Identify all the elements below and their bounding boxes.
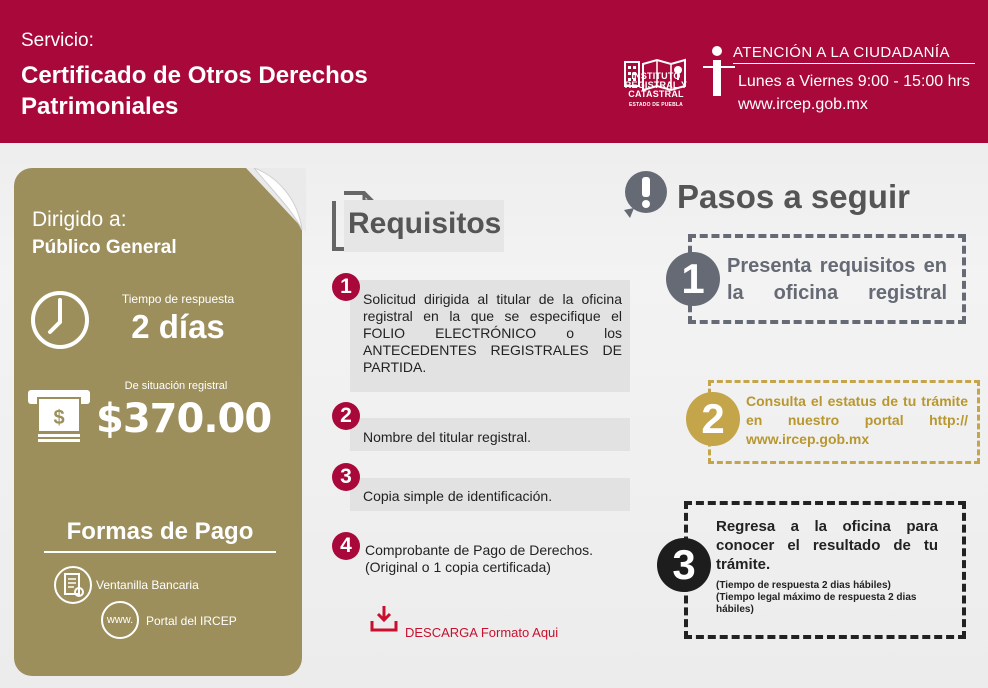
info-icon (703, 44, 735, 100)
step-3-note-2: (Tiempo legal máximo de respuesta 2 dias hábiles) (716, 592, 917, 615)
requisito-4-line2: (Original o 1 copia certificada) (365, 559, 551, 575)
attention-title: ATENCIÓN A LA CIUDADANÍA (733, 44, 950, 61)
download-form-link[interactable]: DESCARGA Formato Aqui (405, 625, 559, 640)
website-link[interactable]: www.ircep.gob.mx (738, 96, 868, 113)
requisito-1-number: 1 (332, 273, 360, 301)
logo-line-1: INSTITUTO (631, 71, 681, 81)
situacion-label: De situación registral (124, 380, 228, 392)
step-3-note-1: (Tiempo de respuesta 2 dias hábiles) (716, 580, 891, 591)
logo-wordmark (618, 72, 694, 110)
requisito-4-line1: Comprobante de Pago de Derechos. (365, 542, 594, 558)
dirigido-label: Dirigido a: (32, 208, 127, 231)
service-label: Servicio: (21, 30, 94, 51)
requisito-1-text: Solicitud dirigida al titular de la oficina registral en la que se especifique el FOLIO ELECTRÓNICO o los ANTECEDENTES REGISTRALES DE PARTIDA. (363, 291, 622, 375)
requisito-2-text: Nombre del titular registral. (363, 429, 532, 445)
formas-pago-title: Formas de Pago (66, 518, 254, 545)
payment-method-portal: Portal del IRCEP (146, 614, 237, 628)
cash-payment-icon (26, 386, 92, 446)
step-1-number: 1 (666, 252, 720, 306)
logo-line-3: CATASTRAL (628, 89, 684, 99)
requisito-4-text (365, 542, 593, 576)
step-3-text: Regresa a la oficina para conocer el resultado de tu trámite. (716, 518, 938, 573)
price-value: $370.00 (96, 396, 272, 442)
requisitos-title: Requisitos (348, 207, 502, 240)
formas-pago-divider (44, 551, 276, 553)
step-3-notes (716, 580, 940, 616)
download-icon[interactable] (369, 603, 399, 633)
step-1-text: Presenta requisitos en la oficina registral (727, 255, 947, 304)
payment-method-banco: Ventanilla Bancaria (96, 578, 199, 592)
requisito-2-number: 2 (332, 402, 360, 430)
dirigido-value: Público General (32, 237, 177, 258)
attention-divider (733, 63, 975, 64)
logo-subtitle: ESTADO DE PUEBLA (629, 102, 683, 108)
page-curl-decoration (246, 168, 306, 232)
pasos-title: Pasos a seguir (677, 178, 910, 215)
step-2-text: Consulta el estatus de tu trámite en nuestro portal http:// www.ircep.gob.mx (746, 393, 968, 447)
bank-document-icon (54, 566, 92, 604)
tiempo-label: Tiempo de respuesta (121, 292, 235, 306)
page-title: Certificado de Otros Derechos Patrimoniales (21, 62, 368, 120)
clock-icon (28, 288, 92, 352)
alert-icon (620, 168, 670, 220)
web-portal-icon (101, 601, 139, 639)
svg-text:$: $ (53, 407, 65, 429)
tiempo-value: 2 días (131, 308, 225, 345)
requisito-4-number: 4 (332, 532, 360, 560)
attention-hours: Lunes a Viernes 9:00 - 15:00 hrs (738, 73, 970, 90)
step-3-number: 3 (657, 538, 711, 592)
requisito-3-number: 3 (332, 463, 360, 491)
logo-line-2: REGISTRAL Y (624, 80, 688, 90)
step-2-number: 2 (686, 392, 740, 446)
document-icon (56, 568, 90, 602)
header-banner (0, 0, 988, 143)
requisito-3-text: Copia simple de identificación. (363, 488, 553, 504)
www-label: www. (106, 614, 134, 626)
